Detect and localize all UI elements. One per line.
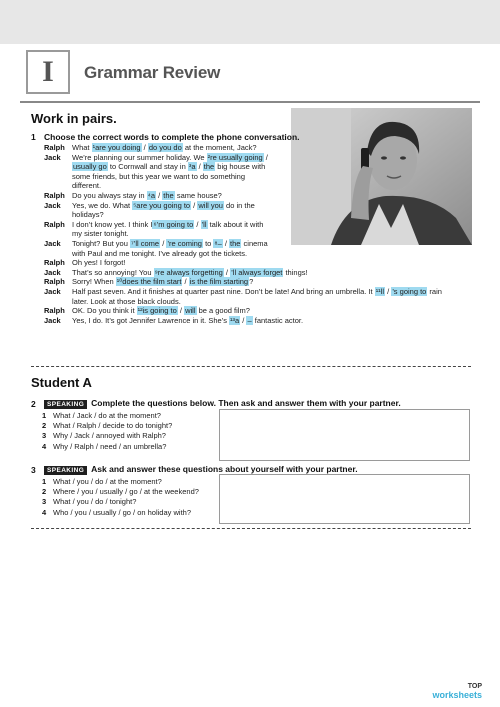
answer-option[interactable]: ⁸– (214, 238, 222, 248)
speaker-name: Jack (44, 238, 61, 248)
answer-option[interactable]: ⁵are you going to (133, 200, 191, 210)
exercise-1-number: 1 (31, 132, 36, 142)
top-band (0, 0, 500, 44)
exercise-3-text: Ask and answer these questions about yourself with your partner. (91, 464, 358, 474)
line-text: Half past seven. And it finishes at quarter past nine. Don’t be late! And bring an umbrella. It ¹¹ll / ’s going to rain later. Look at those black clouds. (72, 286, 442, 306)
answer-option[interactable]: usually go (73, 162, 107, 172)
list-item: 1 What / you / do / at the moment? (42, 477, 162, 486)
answer-option[interactable]: ¹¹ll (375, 286, 385, 296)
speaker-name: Jack (44, 200, 61, 210)
list-item: 1 What / Jack / do at the moment? (42, 411, 161, 420)
speaker-name: Ralph (44, 258, 65, 268)
exercise-1-instruction: Choose the correct words to complete the phone conversation. (44, 132, 300, 142)
speaker-name: Jack (44, 152, 61, 162)
brand-bottom: worksheets (432, 690, 482, 700)
exercise-2-answer-box[interactable] (219, 409, 470, 461)
speaking-badge: SPEAKING (44, 400, 87, 409)
line-text: Yes, we do. What ⁵are you going to / will you do in the holidays? (72, 200, 255, 220)
conversation-line (44, 268, 474, 278)
answer-option[interactable]: ²re usually going (207, 152, 263, 162)
answer-option[interactable]: ³a (188, 162, 196, 172)
exercise-3-answer-box[interactable] (219, 474, 470, 524)
page-title: Grammar Review (84, 63, 221, 82)
speaker-name: Ralph (44, 143, 65, 152)
line-text: What ¹are you doing / do you do at the moment, Jack? (72, 143, 257, 152)
answer-option[interactable]: ⁷’ll come (130, 238, 160, 248)
answer-option[interactable]: the (203, 162, 215, 172)
exercise-2-list (42, 411, 172, 452)
answer-option[interactable]: ¹⁰does the film start (116, 277, 182, 287)
line-text: Sorry! When ¹⁰does the film start / is the film starting? (72, 277, 254, 287)
conversation-line (44, 143, 474, 153)
speaker-name: Jack (44, 267, 61, 277)
list-item: 2 What / Ralph / decide to do tonight? (42, 421, 173, 431)
header-rule (20, 101, 480, 103)
answer-option[interactable]: ⁶’m going to (153, 219, 194, 229)
conversation-line (44, 316, 474, 326)
unit-number-box: I (26, 50, 70, 94)
conversation-line (44, 287, 474, 306)
line-text: We’re planning our summer holiday. We ²re usually going / usually go to Cornwall and stay in ³a / the big house with some friends, but this year we want to do something different. (72, 152, 268, 191)
speaking-badge: SPEAKING (44, 466, 87, 475)
answer-option[interactable]: ’s going to (392, 286, 427, 296)
speaker-name: Jack (44, 286, 61, 296)
speaker-name: Jack (44, 315, 61, 325)
speaker-name: Ralph (44, 277, 65, 287)
speaker-name: Ralph (44, 190, 65, 200)
conversation-line (44, 306, 474, 316)
student-a-heading: Student A (31, 375, 92, 390)
conversation-line (44, 153, 474, 191)
conversation-line (44, 201, 474, 220)
line-text: OK. Do you think it ¹²is going to / will be a good film? (72, 306, 250, 316)
exercise-3-instruction (44, 464, 358, 474)
answer-option[interactable]: ’ll (201, 219, 207, 229)
conversation-line (44, 277, 474, 287)
speaker-name: Ralph (44, 306, 65, 316)
answer-option[interactable]: do you do (148, 143, 182, 152)
list-item: 3 What / you / do / tonight? (42, 497, 137, 507)
answer-option[interactable]: ⁹re always forgetting (154, 267, 223, 277)
list-item: 4 Why / Ralph / need / an umbrella? (42, 441, 167, 451)
dashed-divider (31, 528, 471, 529)
answer-option[interactable]: – (247, 315, 252, 325)
answer-option[interactable]: the (230, 238, 241, 248)
answer-option[interactable]: ¹²is going to (137, 306, 177, 316)
list-item: 3 Why / Jack / annoyed with Ralph? (42, 431, 166, 441)
list-item: 2 Where / you / usually / go / at the weekend? (42, 487, 199, 497)
list-item: 4 Who / you / usually / go / on holiday with? (42, 507, 191, 517)
answer-option[interactable]: ’re coming (167, 238, 202, 248)
line-text: Oh yes! I forgot! (72, 258, 126, 268)
line-text: Tonight? But you ⁷’ll come / ’re coming to ⁸– / the cinema with Paul and me tonight. I’ve already got the tickets. (72, 238, 268, 258)
dashed-divider (31, 366, 471, 367)
exercise-3-list (42, 477, 199, 518)
answer-option[interactable]: ¹³a (230, 315, 240, 325)
line-text: Yes, I do. It’s got Jennifer Lawrence in it. She’s ¹³a / – fantastic actor. (72, 315, 304, 325)
brand-logo (432, 683, 482, 699)
answer-option[interactable]: will you (198, 200, 223, 210)
answer-option[interactable]: is the film starting (189, 277, 249, 287)
speaker-name: Ralph (44, 219, 65, 229)
phone-conversation (44, 143, 474, 325)
exercise-2-instruction (44, 398, 401, 408)
exercise-2-text: Complete the questions below. Then ask and answer them with your partner. (91, 398, 401, 408)
exercise-2-number: 2 (31, 399, 36, 409)
exercise-3-number: 3 (31, 465, 36, 475)
conversation-line (44, 239, 474, 258)
line-text: I don’t know yet. I think I⁶’m going to / ’ll talk about it with my sister tonight. (72, 219, 264, 239)
conversation-line (44, 220, 474, 239)
answer-option[interactable]: ⁴a (147, 190, 156, 200)
work-in-pairs-heading: Work in pairs. (31, 111, 117, 126)
answer-option[interactable]: will (185, 306, 196, 316)
conversation-line (44, 191, 474, 201)
answer-option[interactable]: the (163, 190, 174, 200)
brand-top: TOP (467, 683, 482, 690)
answer-option[interactable]: ’ll always forget (231, 267, 283, 277)
answer-option[interactable]: ¹are you doing (92, 143, 141, 152)
line-text: Do you always stay in ⁴a / the same house? (72, 190, 222, 200)
line-text: That’s so annoying! You ⁹re always forgetting / ’ll always forget things! (72, 267, 308, 277)
conversation-line (44, 258, 474, 268)
